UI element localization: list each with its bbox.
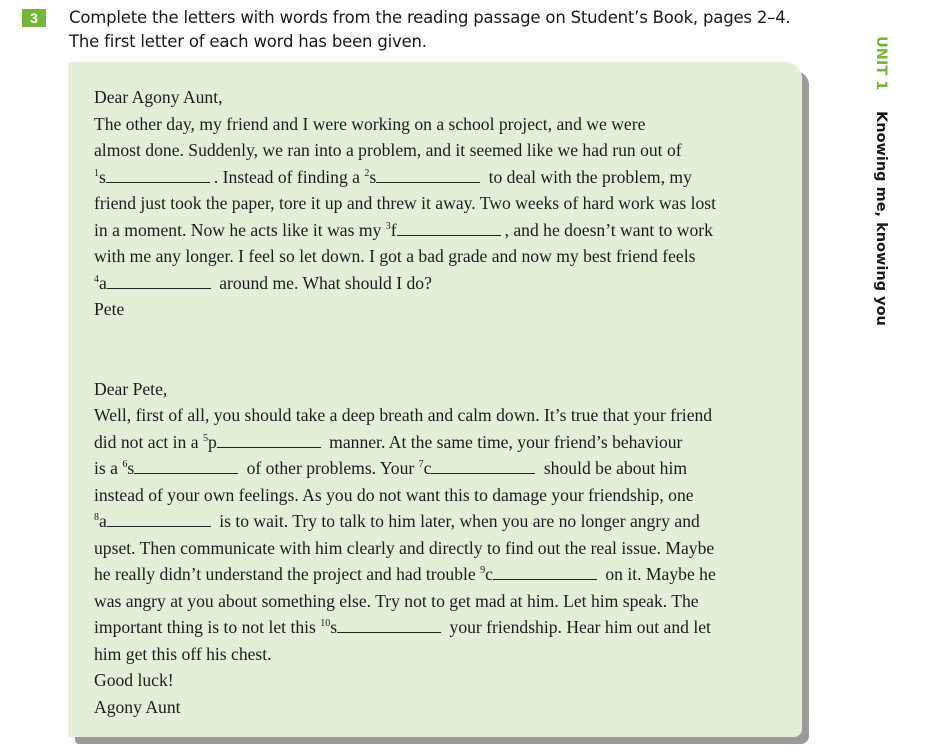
gap-blank-line[interactable] — [493, 563, 597, 580]
letter-line — [94, 429, 784, 456]
gap-first-letter: s — [369, 166, 377, 187]
gap-first-letter: s — [99, 166, 106, 187]
letter-text: important thing is to not let this — [94, 617, 321, 637]
letter-text: Well, first of all, you should take a deep breath and calm down. It’s true that your friend — [94, 405, 713, 425]
gap-blank-line[interactable] — [217, 431, 321, 448]
letter-line — [94, 641, 784, 668]
letter-text: Dear Agony Aunt, — [94, 87, 223, 107]
gap-blank-line[interactable] — [376, 166, 480, 183]
gap-number: 9 — [480, 565, 486, 576]
gap-blank-line[interactable] — [337, 616, 441, 633]
letter-line — [94, 614, 784, 641]
letter-line — [94, 270, 784, 297]
gap-first-letter: c — [423, 458, 432, 478]
gap-fill-1[interactable] — [94, 167, 214, 187]
unit-side-label — [868, 36, 894, 326]
letter-line — [94, 137, 784, 164]
letter-text: should be about him — [539, 458, 688, 478]
gap-fill-2[interactable] — [364, 167, 484, 187]
letter-line — [94, 694, 784, 721]
letter-text: to deal with the problem, my — [484, 166, 692, 187]
letter-text: he really didn’t understand the project and had trouble — [94, 564, 481, 584]
letter-line — [94, 535, 784, 562]
instruction-line-1: Complete the letters with words from the reading passage on Student’s Book, pages 2–4. — [69, 8, 791, 27]
gap-first-letter: p — [207, 431, 217, 452]
letter-text: Pete — [94, 299, 125, 319]
exercise-instructions — [69, 6, 829, 54]
gap-number: 5 — [202, 432, 208, 444]
letter-line — [94, 455, 784, 482]
letter-line — [94, 296, 784, 323]
gap-number: 2 — [364, 167, 370, 179]
letters-text — [94, 84, 784, 720]
letter-line — [94, 84, 784, 111]
gap-number: 8 — [94, 512, 99, 523]
letter-separator — [94, 323, 784, 376]
gap-first-letter: a — [99, 511, 107, 531]
gap-blank-line[interactable] — [106, 166, 210, 183]
letter-text: is to wait. Try to talk to him later, when you are no longer angry and — [214, 511, 700, 531]
gap-fill-4[interactable] — [94, 273, 215, 293]
letter-text: was angry at you about something else. Try not to get mad at him. Let him speak. The — [94, 590, 699, 611]
exercise-number: 3 — [22, 9, 46, 27]
letter-text: The other day, my friend and I were working on a school project, and we were — [94, 113, 646, 134]
letter-text: , and he doesn’t want to work — [504, 219, 713, 240]
unit-title: Knowing me, knowing you — [873, 110, 889, 326]
letter-text: your friendship. Hear him out and let — [445, 617, 711, 637]
gap-first-letter: a — [99, 272, 107, 293]
gap-fill-5[interactable] — [203, 432, 325, 452]
letter-line — [94, 376, 784, 403]
letter-text: around me. What should I do? — [214, 272, 432, 293]
letter-line — [94, 561, 784, 588]
gap-number: 1 — [94, 167, 99, 179]
letter-text: instead of your own feelings. As you do not want this to damage your friendship, one — [94, 484, 694, 505]
letter-from-pete — [94, 84, 784, 323]
gap-blank-line[interactable] — [397, 219, 501, 236]
letter-text: Agony Aunt — [94, 696, 181, 717]
letter-text: Dear Pete, — [94, 378, 168, 399]
letter-text: . Instead of finding a — [213, 166, 365, 187]
letter-text: did not act in a — [94, 431, 203, 452]
gap-blank-line[interactable] — [107, 510, 211, 527]
letter-text: upset. Then communicate with him clearly and directly to find out the real issue. Maybe — [94, 537, 715, 558]
letter-text: almost done. Suddenly, we ran into a problem, and it seemed like we had run out of — [94, 140, 682, 160]
letter-text: with me any longer. I feel so let down. I got a bad grade and now my best friend feels — [94, 246, 696, 266]
gap-blank-line[interactable] — [107, 272, 211, 289]
letter-line — [94, 588, 784, 615]
gap-fill-6[interactable] — [122, 458, 242, 478]
gap-fill-10[interactable] — [320, 617, 445, 637]
letter-line — [94, 217, 784, 244]
letter-text: Good luck! — [94, 670, 174, 690]
gap-blank-line[interactable] — [431, 457, 535, 474]
gap-fill-9[interactable] — [480, 564, 601, 584]
letter-text: on it. Maybe he — [600, 564, 716, 584]
gap-fill-3[interactable] — [386, 220, 505, 240]
gap-fill-8[interactable] — [94, 511, 215, 531]
letter-line — [94, 482, 784, 509]
gap-first-letter: s — [330, 617, 338, 637]
letter-text: friend just took the paper, tore it up and threw it away. Two weeks of hard work was lost — [94, 193, 716, 213]
gap-first-letter: f — [390, 219, 397, 240]
letter-line — [94, 111, 784, 138]
gap-fill-7[interactable] — [419, 458, 540, 478]
letter-line — [94, 508, 784, 535]
gap-number: 10 — [320, 618, 331, 629]
letter-text: in a moment. Now he acts like it was my — [94, 219, 386, 240]
gap-blank-line[interactable] — [134, 457, 238, 474]
instruction-line-2: The first letter of each word has been given. — [69, 32, 427, 51]
letter-line — [94, 243, 784, 270]
letter-line — [94, 190, 784, 217]
letter-text: of other problems. Your — [242, 458, 419, 478]
gap-first-letter: c — [485, 564, 493, 584]
gap-first-letter: s — [127, 458, 135, 478]
letter-line — [94, 402, 784, 429]
letter-text: is a — [94, 458, 123, 478]
gap-number: 6 — [122, 459, 128, 470]
gap-number: 3 — [385, 220, 391, 232]
gap-number: 4 — [94, 273, 99, 285]
letter-line — [94, 667, 784, 694]
letter-text: him get this off his chest. — [94, 643, 272, 664]
reply-from-agony-aunt — [94, 376, 784, 721]
unit-number: UNIT 1 — [873, 36, 889, 91]
letter-line — [94, 164, 784, 191]
letter-text: manner. At the same time, your friend’s behaviour — [324, 431, 683, 452]
gap-number: 7 — [418, 459, 424, 470]
